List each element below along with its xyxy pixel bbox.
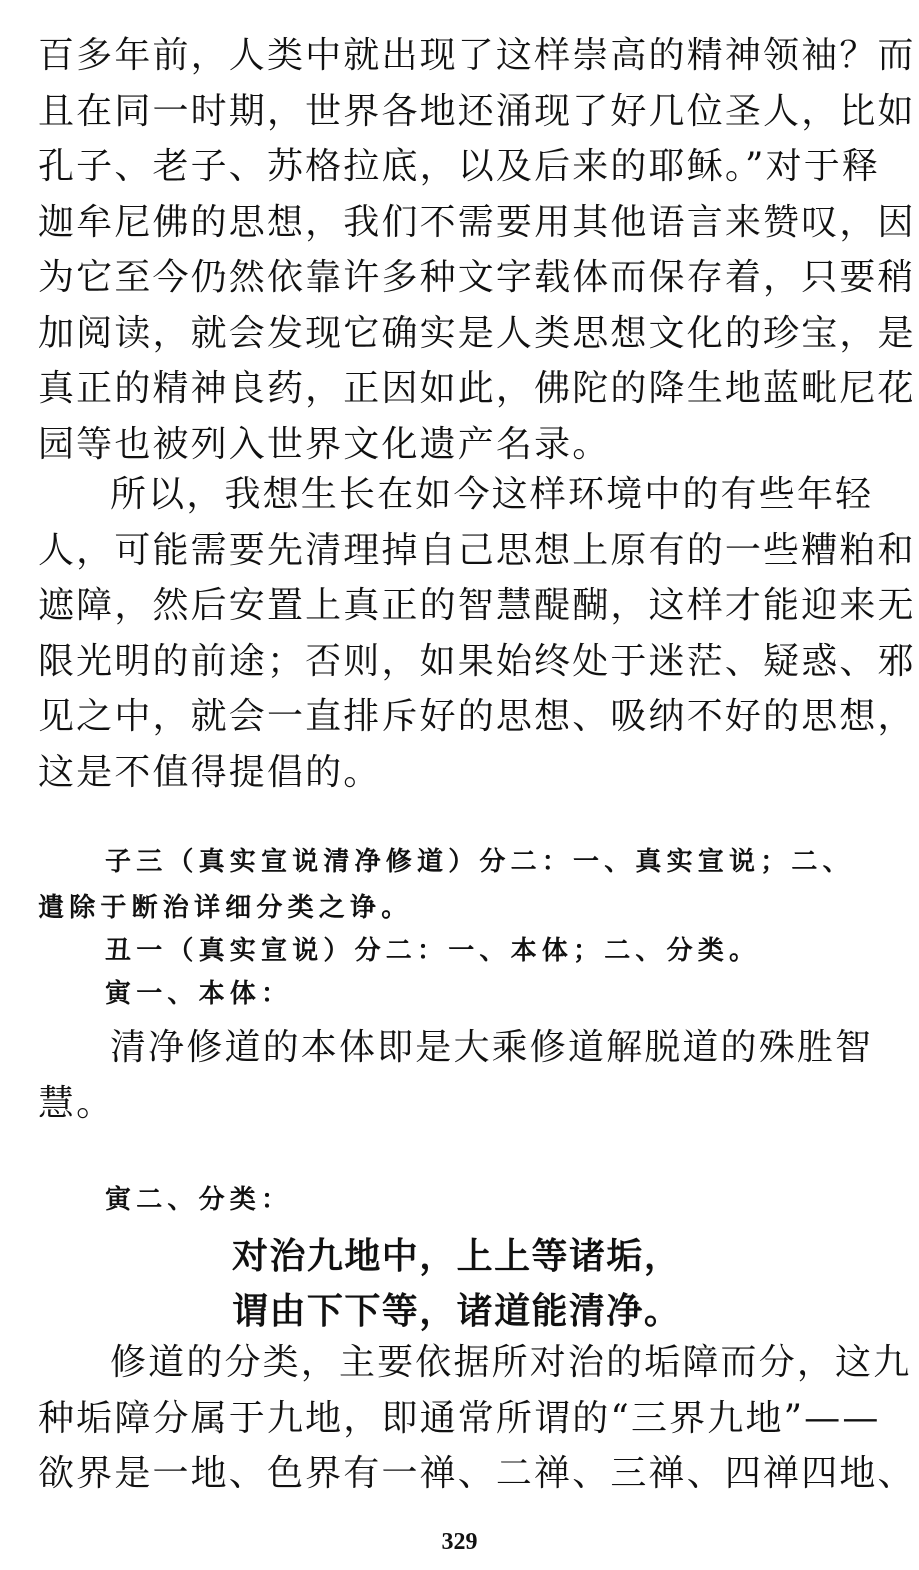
page-number: 329 (441, 1529, 478, 1555)
paragraph-2 (38, 467, 916, 800)
text-line: 清净修道的本体即是大乘修道解脱道的殊胜智 (110, 1027, 874, 1068)
text-line: 慧。 (38, 1082, 115, 1124)
text-line: 所以，我想生长在如今这样环境中的有些年轻 (110, 474, 874, 515)
text-line: 加阅读，就会发现它确实是人类思想文化的珍宝，是 (38, 312, 916, 354)
paragraph-1 (38, 28, 916, 472)
outline-heading-chou-yi: 丑一（真实宣说）分二：一、本体；二、分类。 (105, 936, 761, 966)
paragraph-3 (38, 1020, 883, 1131)
outline-heading-yin-yi: 寅一、本体： (105, 979, 293, 1009)
outline-heading-yin-er: 寅二、分类： (105, 1185, 293, 1215)
text-line: 见之中，就会一直排斥好的思想、吸纳不好的思想， (38, 696, 916, 737)
text-line: 迦牟尼佛的思想，我们不需要用其他语言来赞叹，因 (38, 201, 916, 243)
paragraph-4 (38, 1335, 916, 1502)
text-line: 遮障，然后安置上真正的智慧醍醐，这样才能迎来无 (38, 585, 916, 626)
text-line: 为它至今仍然依靠许多种文字载体而保存着，只要稍 (38, 257, 916, 298)
text-line: 且在同一时期，世界各地还涌现了好几位圣人，比如 (38, 90, 916, 132)
text-line: 修道的分类，主要依据所对治的垢障而分，这九 (110, 1342, 912, 1383)
text-line: 种垢障分属于九地，即通常所谓的“三界九地”—— (38, 1397, 881, 1439)
text-line: 人，可能需要先清理掉自己思想上原有的一些糟粕和 (38, 529, 916, 571)
text-line: 孔子、老子、苏格拉底，以及后来的耶稣。”对于释 (38, 146, 881, 187)
outline-heading-zi-san: 子三（真实宣说清净修道）分二：一、真实宣说；二、 (105, 847, 854, 877)
verse-line-2: 谓由下下等，诸道能清净。 (232, 1291, 682, 1332)
text-line: 欲界是一地、色界有一禅、二禅、三禅、四禅四地、 (38, 1453, 916, 1494)
text-line: 这是不值得提倡的。 (38, 751, 382, 793)
text-line: 百多年前，人类中就出现了这样崇高的精神领袖？而 (38, 35, 916, 76)
text-line: 园等也被列入世界文化遗产名录。 (38, 423, 611, 465)
verse-line-1: 对治九地中，上上等诸垢， (232, 1236, 682, 1277)
outline-heading-zi-san-continued: 遣除于断治详细分类之诤。 (38, 893, 413, 923)
text-line: 真正的精神良药，正因如此，佛陀的降生地蓝毗尼花 (38, 368, 916, 409)
text-line: 限光明的前途；否则，如果始终处于迷茫、疑惑、邪 (38, 640, 916, 682)
